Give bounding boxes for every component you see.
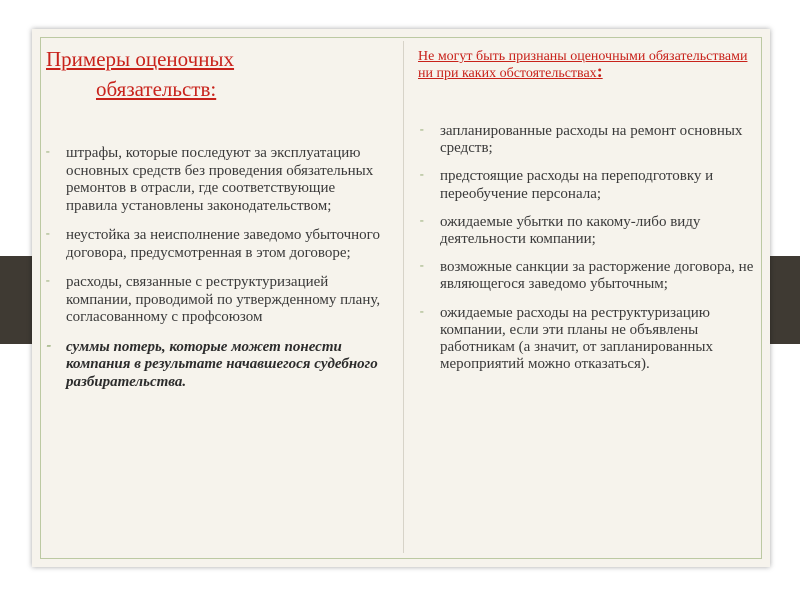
bullet-icon: ⁃ xyxy=(419,261,425,274)
right-title-colon: : xyxy=(596,61,603,81)
bullet-icon: ⁃ xyxy=(419,170,425,183)
bullet-icon: ⁃ xyxy=(45,229,51,241)
list-item-text: ожидаемые убытки по какому-либо виду деятельности компании; xyxy=(440,213,701,248)
list-item-text: ожидаемые расходы на реструктуризацию компании, если эти планы не объявлены работникам (а значит, от запланированных мероприятий можно отказаться). xyxy=(440,304,713,373)
left-title-line-2: обязательств: xyxy=(96,77,217,101)
list-item xyxy=(419,259,759,293)
bullet-icon: ⁃ xyxy=(45,340,51,353)
list-item-text: возможные санкции за расторжение договора, не являющегося заведомо убыточным; xyxy=(440,259,754,293)
bullet-icon: ⁃ xyxy=(45,276,51,288)
left-examples-list xyxy=(45,145,390,403)
bullet-icon: ⁃ xyxy=(419,125,425,137)
list-item xyxy=(45,145,390,215)
right-column-title xyxy=(418,49,758,81)
list-item xyxy=(45,274,390,327)
list-item-text: неустойка за неисполнение заведомо убыточного договора, предусмотренная в этом договоре; xyxy=(66,227,380,261)
bullet-icon: ⁃ xyxy=(419,215,425,228)
right-exclusions-list xyxy=(419,123,759,384)
list-item-text: штрафы, которые последуют за эксплуатацию основных средств без проведения обязательных ремонтов в отрасли, где соответствующие правила установлены законодательством; xyxy=(66,145,374,214)
list-item xyxy=(45,227,390,262)
list-item-text: предстоящие расходы на переподготовку и переобучение персонала; xyxy=(440,168,714,202)
column-divider xyxy=(403,41,404,553)
list-item xyxy=(419,214,759,248)
right-title-text: Не могут быть признаны оценочными обязательствами ни при каких обстоятельствах xyxy=(418,49,748,81)
list-item xyxy=(419,123,759,157)
list-item xyxy=(419,168,759,202)
list-item-text: запланированные расходы на ремонт основных средств; xyxy=(440,123,743,157)
list-item-text: суммы потерь, которые может понести компания в результате начавшегося судебного разбирательства. xyxy=(66,338,378,390)
list-item xyxy=(419,305,759,374)
bullet-icon: ⁃ xyxy=(45,147,51,159)
left-column-title xyxy=(46,44,336,104)
list-item xyxy=(45,339,390,392)
presentation-slide xyxy=(32,29,770,567)
left-title-line-1: Примеры оценочных xyxy=(46,47,235,71)
bullet-icon: ⁃ xyxy=(419,306,425,319)
list-item-text: расходы, связанные с реструктуризацией компании, проводимой по утвержденному плану, согласованному с профсоюзом xyxy=(66,274,381,325)
